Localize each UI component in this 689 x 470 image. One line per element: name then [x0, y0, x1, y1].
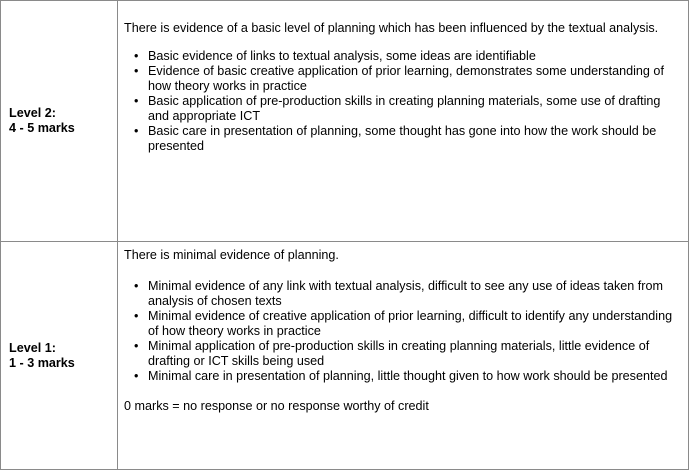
zero-marks-note: 0 marks = no response or no response worthy of credit [124, 399, 429, 413]
level-marks: 4 - 5 marks [9, 121, 75, 135]
rubric-row-level-2 [1, 1, 689, 242]
list-item [124, 339, 682, 369]
criterion-text: Basic application of pre-production skills in creating planning materials, some use of drafting and appropriate ICT [148, 94, 661, 123]
level-intro-text: There is minimal evidence of planning. [124, 248, 339, 262]
list-item [124, 309, 682, 339]
bullet-icon: • [134, 309, 139, 323]
bullet-icon: • [134, 64, 139, 78]
level-title: Level 2: [9, 106, 56, 120]
list-item [124, 369, 682, 384]
criterion-text: Minimal application of pre-production skills in creating planning materials, little evidence of drafting or ICT skills being used [148, 339, 650, 368]
level-label-cell [1, 1, 118, 242]
level-marks: 1 - 3 marks [9, 355, 75, 370]
criterion-text: Minimal evidence of any link with textual analysis, difficult to see any use of ideas taken from analysis of chosen texts [148, 279, 663, 308]
list-item [124, 279, 682, 309]
list-item [124, 49, 682, 64]
criterion-text: Basic evidence of links to textual analysis, some ideas are identifiable [148, 49, 536, 63]
level-description-cell [118, 242, 689, 470]
bullet-icon: • [134, 124, 139, 138]
level-label-cell [1, 242, 118, 470]
level-intro-text: There is evidence of a basic level of planning which has been influenced by the textual analysis. [124, 21, 659, 35]
bullet-icon: • [134, 49, 139, 63]
criterion-text: Evidence of basic creative application of prior learning, demonstrates some understanding of how theory works in practice [148, 64, 664, 93]
bullet-icon: • [134, 339, 139, 353]
list-item [124, 94, 682, 124]
criterion-text: Basic care in presentation of planning, some thought has gone into how the work should be presented [148, 124, 657, 153]
bullet-icon: • [134, 369, 139, 383]
list-item [124, 64, 682, 94]
criteria-list [124, 49, 682, 154]
criterion-text: Minimal care in presentation of planning, little thought given to how work should be presented [148, 369, 668, 383]
rubric-row-level-1 [1, 242, 689, 470]
criterion-text: Minimal evidence of creative application of prior learning, difficult to identify any understanding of how theory works in practice [148, 309, 673, 338]
bullet-icon: • [134, 279, 139, 293]
level-description-cell [118, 1, 689, 242]
list-item [124, 124, 682, 154]
bullet-icon: • [134, 94, 139, 108]
criteria-list [124, 279, 682, 384]
level-title: Level 1: [9, 340, 56, 355]
